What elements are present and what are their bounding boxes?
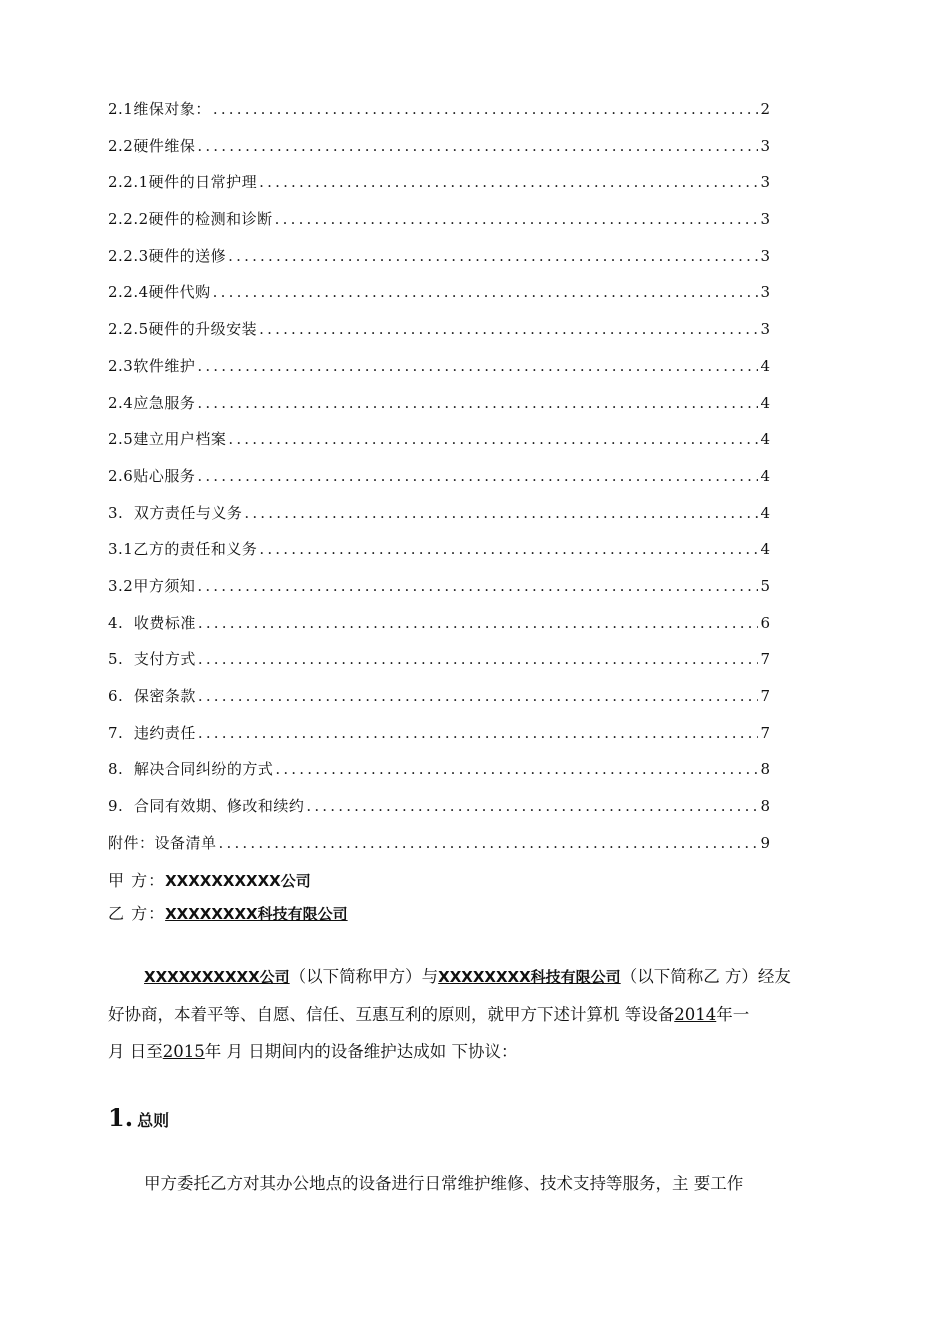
intro-line-3-start: 月 日至 <box>108 1042 163 1061</box>
intro-line-3 <box>108 1033 856 1070</box>
section-1-number: 1. <box>108 1103 134 1132</box>
intro-line-1 <box>108 958 856 996</box>
toc-entry[interactable] <box>108 830 770 867</box>
party-b-label: 乙 方： <box>108 904 166 923</box>
toc-leader-dots <box>219 830 758 856</box>
toc-leader-dots <box>213 96 758 122</box>
toc-entry-label: 2.3软件维护 <box>108 356 196 375</box>
intro-company-a: XXXXXXXXXX公司 <box>144 968 290 986</box>
section-1-title: 总则 <box>137 1111 170 1130</box>
toc-leader-dots <box>228 426 758 452</box>
party-b <box>108 902 348 926</box>
toc-entry[interactable] <box>108 96 770 133</box>
toc-entry[interactable] <box>108 169 770 206</box>
toc-entry[interactable] <box>108 536 770 573</box>
toc-entry[interactable] <box>108 610 770 647</box>
intro-line-2 <box>108 996 856 1033</box>
toc-entry-page: 3 <box>760 283 770 302</box>
toc-entry-page: 4 <box>760 393 770 412</box>
toc-entry-label: 2.2.4硬件代购 <box>108 283 211 302</box>
toc-entry-page: 4 <box>760 503 770 522</box>
intro-text-2: （以下简称乙 方）经友 <box>620 967 791 986</box>
intro-year-start: 2014 <box>674 1005 717 1024</box>
toc-entry-page: 7 <box>760 723 770 742</box>
toc-leader-dots <box>197 463 758 489</box>
toc-entry-label: 2.2.3硬件的送修 <box>108 246 227 265</box>
toc-entry-label: 3.2甲方须知 <box>108 576 196 595</box>
toc-entry-page: 8 <box>760 760 770 779</box>
toc-entry-page: 8 <box>760 797 770 816</box>
toc-entry-label: 5. 支付方式 <box>108 650 196 669</box>
toc-entry-page: 4 <box>760 540 770 559</box>
table-of-contents <box>108 96 770 866</box>
toc-entry-page: 7 <box>760 650 770 669</box>
intro-line-3-end: 年 月 日期间内的设备维护达成如 下协议： <box>204 1042 518 1061</box>
toc-entry[interactable] <box>108 353 770 390</box>
toc-leader-dots <box>259 536 758 562</box>
toc-entry[interactable] <box>108 756 770 793</box>
toc-leader-dots <box>244 500 758 526</box>
toc-entry-label: 7. 违约责任 <box>108 723 196 742</box>
toc-entry[interactable] <box>108 500 770 537</box>
toc-entry[interactable] <box>108 206 770 243</box>
toc-entry-label: 3. 双方责任与义务 <box>108 503 243 522</box>
party-a-label: 甲 方： <box>108 871 166 890</box>
toc-entry[interactable] <box>108 646 770 683</box>
toc-entry-page: 4 <box>760 466 770 485</box>
toc-entry-page: 3 <box>760 210 770 229</box>
intro-line-2-end: 年一 <box>716 1005 750 1024</box>
toc-leader-dots <box>198 720 758 746</box>
toc-entry-page: 3 <box>760 173 770 192</box>
party-a-name: XXXXXXXXXX公司 <box>165 872 311 890</box>
toc-entry[interactable] <box>108 133 770 170</box>
toc-entry[interactable] <box>108 390 770 427</box>
toc-entry-page: 2 <box>760 100 770 118</box>
toc-entry-label: 3.1乙方的责任和义务 <box>108 540 258 559</box>
toc-entry-label: 2.2.2硬件的检测和诊断 <box>108 210 273 229</box>
intro-text-1: （以下简称甲方）与 <box>289 967 439 986</box>
toc-entry[interactable] <box>108 463 770 500</box>
toc-leader-dots <box>197 390 758 416</box>
toc-leader-dots <box>197 133 758 159</box>
toc-entry[interactable] <box>108 426 770 463</box>
toc-leader-dots <box>197 353 758 379</box>
toc-leader-dots <box>213 279 758 305</box>
toc-entry-label: 9. 合同有效期、修改和续约 <box>108 797 305 816</box>
toc-entry-label: 2.5建立用户档案 <box>108 430 227 449</box>
toc-entry[interactable] <box>108 793 770 830</box>
toc-leader-dots <box>198 683 758 709</box>
toc-entry-label: 8. 解决合同纠纷的方式 <box>108 760 274 779</box>
toc-leader-dots <box>275 206 758 232</box>
toc-entry-page: 4 <box>760 356 770 375</box>
toc-entry-page: 4 <box>760 430 770 449</box>
intro-line-2-text: 好协商，本着平等、自愿、信任、互惠互利的原则，就甲方下述计算机 等设备 <box>108 1005 675 1024</box>
toc-entry-label: 附件：设备清单 <box>108 833 217 852</box>
toc-entry-label: 2.1维保对象： <box>108 100 211 118</box>
toc-leader-dots <box>198 610 758 636</box>
toc-entry-label: 2.2硬件维保 <box>108 136 196 155</box>
party-b-name: XXXXXXXX科技有限公司 <box>165 905 348 923</box>
section-1-heading <box>108 1103 169 1132</box>
toc-entry-label: 2.4应急服务 <box>108 393 196 412</box>
toc-entry[interactable] <box>108 279 770 316</box>
toc-entry-label: 6. 保密条款 <box>108 687 196 705</box>
section-1-body: 甲方委托乙方对其办公地点的设备进行日常维护维修、技术支持等服务，主 要工作 <box>144 1174 744 1193</box>
toc-entry-page: 6 <box>760 613 770 632</box>
toc-leader-dots <box>198 646 758 672</box>
toc-entry-label: 2.2.1硬件的日常护理 <box>108 173 258 192</box>
toc-entry[interactable] <box>108 316 770 353</box>
toc-leader-dots <box>275 756 758 782</box>
toc-entry-label: 2.2.5硬件的升级安装 <box>108 320 258 339</box>
toc-entry-label: 4. 收费标准 <box>108 613 196 632</box>
toc-entry[interactable] <box>108 683 770 720</box>
toc-leader-dots <box>259 316 758 342</box>
toc-entry-label: 2.6贴心服务 <box>108 466 196 485</box>
toc-entry[interactable] <box>108 243 770 280</box>
intro-company-b: XXXXXXXX科技有限公司 <box>438 968 621 986</box>
toc-entry-page: 3 <box>760 136 770 155</box>
toc-leader-dots <box>228 243 758 269</box>
toc-entry[interactable] <box>108 573 770 610</box>
toc-leader-dots <box>306 793 758 819</box>
toc-leader-dots <box>259 169 758 195</box>
toc-entry-page: 7 <box>760 687 770 705</box>
toc-entry-page: 3 <box>760 246 770 265</box>
toc-entry-page: 5 <box>760 576 770 595</box>
party-a <box>108 869 311 893</box>
toc-entry-page: 3 <box>760 320 770 339</box>
toc-entry[interactable] <box>108 720 770 757</box>
intro-paragraph <box>108 958 856 1070</box>
intro-year-end: 2015 <box>162 1042 205 1061</box>
toc-entry-page: 9 <box>760 833 770 852</box>
toc-leader-dots <box>197 573 758 599</box>
